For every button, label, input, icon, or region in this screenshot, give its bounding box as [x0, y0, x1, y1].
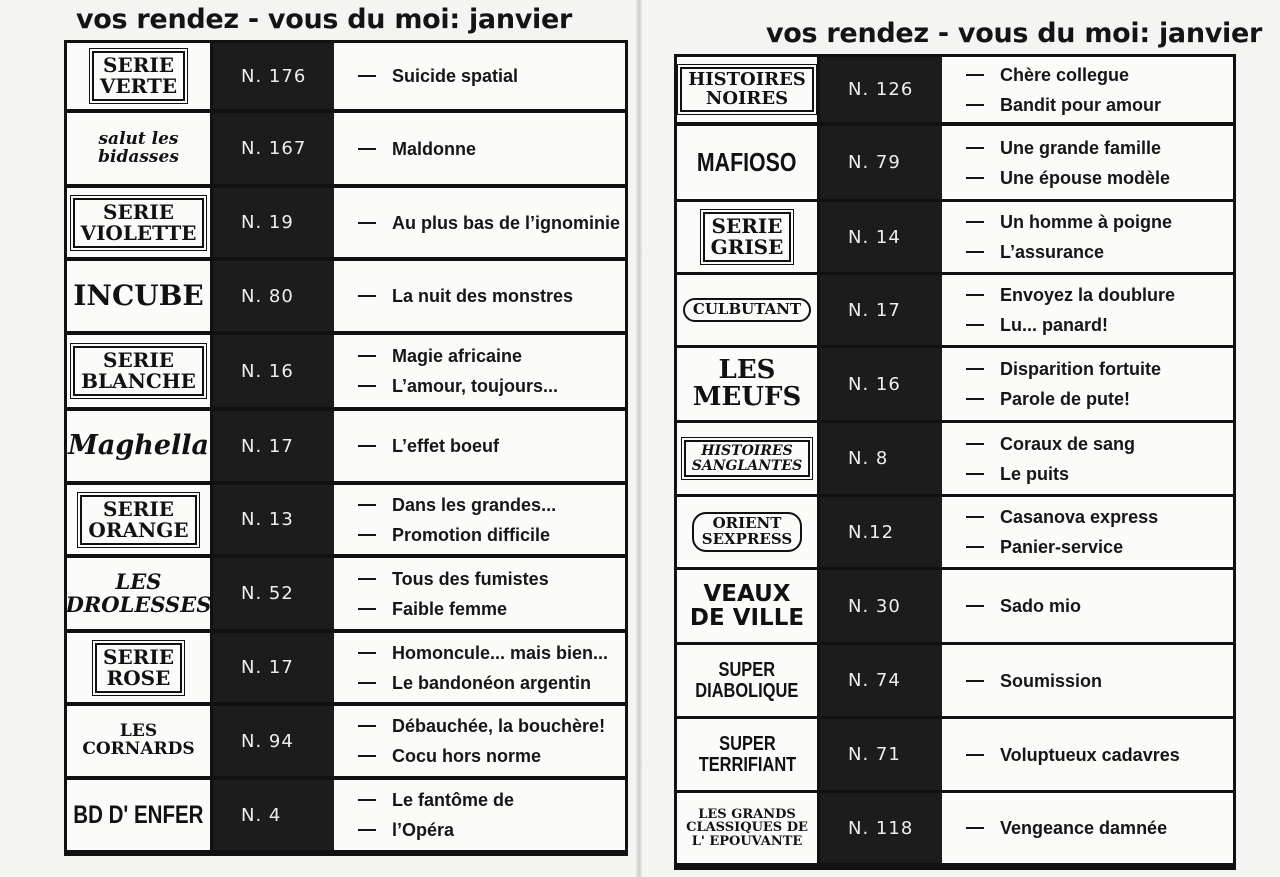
story-title-text: Une grande famille: [1000, 137, 1162, 158]
dash-bullet-icon: [966, 827, 984, 829]
series-logo-line: NOIRES: [705, 87, 789, 109]
series-logo-line: GRISE: [710, 235, 784, 259]
story-title: [966, 591, 1233, 621]
catalog-row: [677, 202, 1233, 272]
series-logo-line: HISTOIRES: [701, 442, 793, 459]
dash-bullet-icon: [358, 578, 376, 580]
story-title: [966, 384, 1233, 414]
dash-bullet-icon: [966, 221, 984, 223]
series-logo-cell: [677, 348, 817, 420]
story-title-text: Une épouse modèle: [1000, 167, 1171, 188]
dash-bullet-icon: [358, 652, 376, 654]
story-title-text: Sado mio: [1000, 596, 1082, 616]
series-logo-cell: [677, 793, 817, 863]
story-title: [358, 208, 625, 238]
dash-bullet-icon: [966, 516, 984, 518]
story-title-text: Faible femme: [392, 598, 508, 619]
story-titles: [942, 497, 1233, 567]
dash-bullet-icon: [966, 104, 984, 106]
issue-number: N. 118: [820, 793, 942, 863]
story-titles: [334, 633, 625, 702]
story-titles: [334, 780, 625, 850]
dash-bullet-icon: [966, 251, 984, 253]
story-title-text: Promotion difficile: [392, 524, 551, 545]
story-titles: [942, 348, 1233, 420]
series-logo-cell: [67, 706, 210, 776]
dash-bullet-icon: [358, 222, 376, 224]
dash-bullet-icon: [358, 799, 376, 801]
story-title-text: Chère collegue: [1000, 64, 1130, 85]
story-title-text: Casanova express: [1000, 507, 1159, 527]
story-title-text: Magie africaine: [392, 346, 523, 366]
catalog-row: [67, 411, 625, 481]
dash-bullet-icon: [966, 177, 984, 179]
series-logo-cell: [677, 570, 817, 642]
series-logo-mafioso: [697, 146, 797, 177]
story-title-text: Dans les grandes...: [392, 494, 557, 515]
story-titles: [334, 261, 625, 331]
dash-bullet-icon: [966, 294, 984, 296]
series-logo-line: SERIE: [103, 348, 174, 372]
series-logo-line: INCUBE: [73, 279, 204, 313]
series-logo-line: DROLESSES: [65, 591, 212, 617]
catalog-row: [677, 423, 1233, 494]
dash-bullet-icon: [966, 443, 984, 445]
story-title: [358, 668, 625, 698]
story-title-text: Voluptueux cadavres: [1000, 744, 1180, 765]
catalog-row: [67, 780, 625, 850]
story-title: [358, 281, 625, 311]
story-titles: [942, 719, 1233, 790]
dash-bullet-icon: [358, 829, 376, 831]
story-title-text: Coraux de sang: [1000, 433, 1136, 454]
series-logo-histoires-sanglantes: [684, 440, 810, 477]
story-title: [358, 341, 625, 371]
catalog-row: [677, 275, 1233, 345]
dash-bullet-icon: [966, 398, 984, 400]
left-page: [0, 0, 638, 877]
story-title-text: Bandit pour amour: [1000, 94, 1161, 115]
story-title: [966, 740, 1233, 770]
series-logo-line: ORANGE: [88, 517, 189, 542]
dash-bullet-icon: [358, 385, 376, 387]
story-title: [966, 532, 1233, 562]
issue-number: N. 79: [820, 126, 942, 199]
catalog-row: [67, 335, 625, 407]
series-logo-super-terrifiant: [698, 734, 795, 776]
issue-number: N. 17: [820, 275, 942, 345]
series-logo-salut-les-bidasses: [98, 128, 179, 167]
series-logo-line: CLASSIQUES DE: [686, 820, 808, 836]
story-title-text: Parole de pute!: [1000, 389, 1131, 409]
series-logo-line: BD D' ENFER: [73, 800, 204, 829]
series-logo-cell: [67, 43, 210, 109]
catalog-row: [67, 43, 625, 109]
series-logo-cell: [67, 113, 210, 184]
story-titles: [334, 558, 625, 629]
series-logo-line: VEAUX: [703, 580, 791, 607]
issue-number: N. 16: [820, 348, 942, 420]
issue-number: N. 17: [213, 633, 334, 702]
issue-number: N. 13: [213, 485, 334, 554]
series-logo-cell: [67, 261, 210, 331]
story-title: [358, 134, 625, 164]
series-logo-line: LES: [718, 354, 776, 385]
story-title: [358, 564, 625, 594]
story-titles: [942, 57, 1233, 122]
story-title: [358, 711, 625, 741]
dash-bullet-icon: [966, 754, 984, 756]
dash-bullet-icon: [358, 148, 376, 150]
series-logo-line: LES: [119, 721, 158, 742]
story-title-text: L’assurance: [1000, 242, 1105, 262]
story-title: [358, 520, 625, 550]
dash-bullet-icon: [966, 74, 984, 76]
catalog-row: [677, 570, 1233, 642]
catalog-row: [677, 57, 1233, 122]
dash-bullet-icon: [966, 605, 984, 607]
catalog-row: [677, 348, 1233, 420]
story-titles: [334, 43, 625, 109]
series-logo-cell: [67, 411, 210, 481]
issue-number: N. 19: [213, 188, 334, 257]
series-logo-line: TERRIFIANT: [698, 753, 796, 776]
series-logo-cell: [677, 126, 817, 199]
story-title: [966, 163, 1233, 193]
dash-bullet-icon: [358, 75, 376, 77]
catalog-row: [67, 706, 625, 776]
series-logo-les-grands-classiques-de-l-epouvante: [686, 808, 808, 849]
story-title-text: Envoyez la doublure: [1000, 285, 1176, 305]
series-logo-cell: [677, 497, 817, 567]
issue-number: N. 30: [820, 570, 942, 642]
series-logo-serie-rose: [95, 643, 182, 693]
story-title-text: Maldonne: [392, 138, 476, 159]
series-logo-line: ROSE: [106, 665, 171, 690]
story-titles: [334, 706, 625, 776]
story-title-text: L’amour, toujours...: [392, 376, 559, 396]
series-logo-line: L' EPOUVANTE: [691, 833, 803, 849]
series-logo-line: BLANCHE: [81, 369, 196, 393]
story-title-text: La nuit des monstres: [392, 286, 574, 306]
right-page: [640, 0, 1280, 877]
series-logo-line: SERIE: [103, 496, 174, 521]
story-titles: [942, 645, 1233, 716]
story-title: [966, 502, 1233, 532]
series-logo-line: DIABOLIQUE: [695, 679, 799, 702]
series-logo-line: VIOLETTE: [80, 220, 197, 245]
series-logo-line: LES GRANDS: [698, 806, 796, 822]
series-logo-line: MAFIOSO: [697, 146, 797, 177]
series-logo-cell: [67, 780, 210, 850]
series-logo-line: VERTE: [99, 74, 178, 98]
series-logo-line: CULBUTANT: [692, 300, 802, 319]
story-titles: [334, 113, 625, 184]
issue-number: N. 71: [820, 719, 942, 790]
story-title: [966, 813, 1233, 843]
series-logo-line: ORIENT: [712, 514, 782, 533]
story-titles: [334, 411, 625, 481]
story-titles: [942, 202, 1233, 272]
story-title: [966, 207, 1233, 237]
series-logo-incube: [73, 279, 204, 313]
story-title: [358, 490, 625, 520]
story-title: [966, 60, 1233, 90]
series-logo-line: bidasses: [98, 146, 179, 167]
dash-bullet-icon: [358, 295, 376, 297]
catalog-row: [67, 188, 625, 257]
series-logo-serie-grise: [703, 212, 792, 262]
story-title-text: Lu... panard!: [1000, 315, 1108, 335]
series-logo-cell: [677, 202, 817, 272]
dash-bullet-icon: [966, 680, 984, 682]
story-titles: [334, 485, 625, 554]
series-logo-line: DE VILLE: [689, 605, 805, 631]
story-title: [966, 459, 1233, 489]
story-titles: [942, 793, 1233, 863]
story-title-text: Suicide spatial: [392, 66, 519, 86]
catalog-row: [67, 113, 625, 184]
series-logo-line: SEXPRESS: [701, 530, 793, 548]
dash-bullet-icon: [358, 504, 376, 506]
series-logo-line: SUPER: [718, 658, 776, 681]
story-titles: [942, 275, 1233, 345]
catalog-row: [677, 126, 1233, 199]
series-logo-serie-verte: [92, 51, 185, 101]
series-logo-cell: [67, 485, 210, 554]
story-title: [358, 61, 625, 91]
issue-number: N. 8: [820, 423, 942, 494]
story-title: [966, 354, 1233, 384]
series-logo-les-drolesses: [66, 571, 212, 615]
dash-bullet-icon: [358, 682, 376, 684]
story-titles: [942, 126, 1233, 199]
series-logo-line: HISTOIRES: [688, 68, 806, 90]
dash-bullet-icon: [966, 473, 984, 475]
catalog-row: [67, 633, 625, 702]
story-title: [966, 90, 1233, 120]
catalog-row: [67, 261, 625, 331]
story-title: [966, 133, 1233, 163]
story-title: [966, 666, 1233, 696]
series-logo-serie-orange: [80, 495, 196, 545]
story-titles: [334, 188, 625, 257]
series-logo-line: SERIE: [711, 214, 783, 238]
series-logo-line: MEUFS: [692, 382, 802, 412]
story-titles: [942, 570, 1233, 642]
issue-number: N. 167: [213, 113, 334, 184]
series-logo-orient-sexpress: [692, 512, 802, 552]
series-logo-culbutant: [683, 298, 811, 322]
story-title-text: Vengeance damnée: [1000, 818, 1168, 838]
story-title-text: L’effet boeuf: [392, 436, 499, 456]
catalog-row: [67, 485, 625, 554]
catalog-row: [677, 645, 1233, 716]
series-logo-cell: [677, 719, 817, 790]
series-logo-histoires-noires: [680, 67, 814, 113]
series-logo-line: SERIE: [103, 53, 174, 77]
series-logo-line: SERIE: [103, 644, 174, 669]
story-title-text: Cocu hors norme: [392, 746, 542, 766]
story-title: [358, 741, 625, 771]
story-title-text: l’Opéra: [392, 820, 455, 840]
story-title-text: Débauchée, la bouchère!: [392, 716, 606, 736]
page-heading: vos rendez - vous du moi: janvier: [76, 4, 573, 35]
issue-number: N. 80: [213, 261, 334, 331]
story-title-text: Le puits: [1000, 463, 1070, 484]
series-logo-maghella: [67, 429, 210, 461]
issue-number: N. 4: [213, 780, 334, 850]
dash-bullet-icon: [966, 368, 984, 370]
series-logo-serie-violette: [73, 198, 205, 248]
issue-number: N. 176: [213, 43, 334, 109]
story-title-text: Panier-service: [1000, 537, 1124, 557]
story-title-text: Disparition fortuite: [1000, 359, 1161, 379]
series-logo-serie-blanche: [73, 346, 204, 396]
dash-bullet-icon: [966, 546, 984, 548]
series-logo-line: LES: [115, 569, 162, 595]
series-logo-cell: [677, 423, 817, 494]
story-title: [966, 429, 1233, 459]
story-title: [358, 431, 625, 461]
story-title: [358, 815, 625, 845]
story-title: [358, 371, 625, 401]
issue-number: N. 126: [820, 57, 942, 122]
story-title-text: Tous des fumistes: [392, 568, 549, 589]
story-title-text: Un homme à poigne: [1000, 212, 1173, 232]
series-logo-line: SANGLANTES: [691, 457, 803, 474]
series-logo-line: salut les: [98, 128, 179, 149]
story-title-text: Le bandonéon argentin: [392, 672, 592, 693]
catalog-row: [677, 793, 1233, 863]
series-logo-cell: [67, 188, 210, 257]
series-logo-super-diabolique: [696, 660, 799, 702]
series-logo-bd-d-enfer: [73, 802, 203, 828]
series-logo-line: Maghella: [67, 429, 210, 461]
series-logo-les-cornards: [82, 723, 194, 759]
issue-number: N. 14: [820, 202, 942, 272]
series-catalog: [64, 40, 628, 856]
story-title: [358, 638, 625, 668]
story-title: [966, 237, 1233, 267]
series-logo-cell: [67, 558, 210, 629]
story-title: [358, 594, 625, 624]
series-logo-cell: [677, 57, 817, 122]
story-titles: [334, 335, 625, 407]
series-logo-line: CORNARDS: [82, 739, 195, 759]
story-title-text: Au plus bas de l’ignominie: [392, 212, 621, 233]
catalog-row: [67, 558, 625, 629]
catalog-row: [677, 719, 1233, 790]
dash-bullet-icon: [358, 608, 376, 610]
dash-bullet-icon: [358, 725, 376, 727]
story-title-text: Soumission: [1000, 670, 1103, 691]
dash-bullet-icon: [358, 755, 376, 757]
issue-number: N. 74: [820, 645, 942, 716]
series-logo-cell: [67, 633, 210, 702]
series-catalog: [674, 54, 1236, 870]
series-logo-les-meufs: [692, 354, 802, 412]
issue-number: N. 16: [213, 335, 334, 407]
dash-bullet-icon: [358, 534, 376, 536]
dash-bullet-icon: [966, 324, 984, 326]
dash-bullet-icon: [358, 355, 376, 357]
issue-number: N. 17: [213, 411, 334, 481]
story-title-text: Homoncule... mais bien...: [392, 642, 609, 663]
series-logo-line: SUPER: [718, 732, 776, 755]
issue-number: N. 52: [213, 558, 334, 629]
story-title: [966, 280, 1233, 310]
dash-bullet-icon: [966, 147, 984, 149]
series-logo-veaux-de-ville: [690, 582, 804, 630]
story-title: [966, 310, 1233, 340]
page-heading: vos rendez - vous du moi: janvier: [766, 18, 1263, 49]
series-logo-cell: [67, 335, 210, 407]
story-title: [358, 785, 625, 815]
catalog-row: [677, 497, 1233, 567]
dash-bullet-icon: [358, 445, 376, 447]
story-titles: [942, 423, 1233, 494]
issue-number: N. 94: [213, 706, 334, 776]
issue-number: N.12: [820, 497, 942, 567]
story-title-text: Le fantôme de: [392, 790, 515, 810]
series-logo-cell: [677, 645, 817, 716]
series-logo-cell: [677, 275, 817, 345]
series-logo-line: SERIE: [103, 199, 174, 224]
